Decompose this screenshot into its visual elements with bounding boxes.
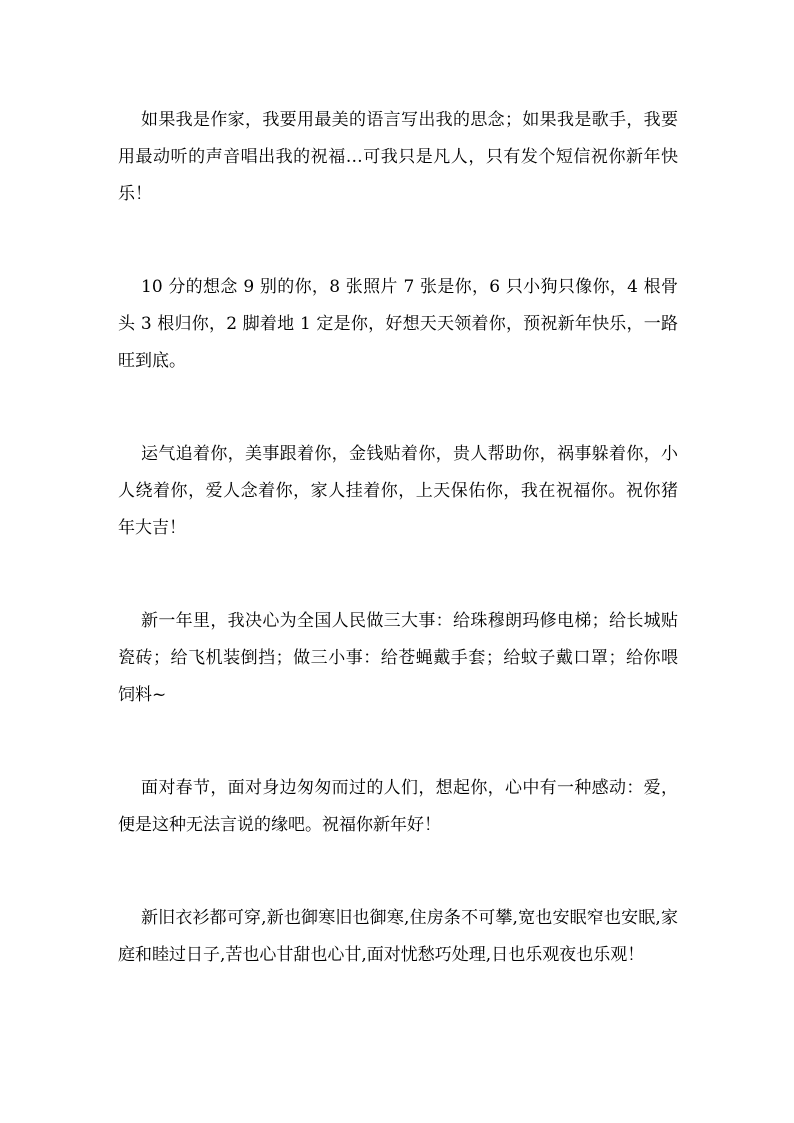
paragraph-1: 如果我是作家，我要用最美的语言写出我的思念；如果我是歌手，我要用最动听的声音唱出我的祝福…可我只是凡人，只有发个短信祝你新年快乐！ [118, 110, 678, 204]
paragraph-6: 新旧衣衫都可穿,新也御寒旧也御寒,住房条不可攀,宽也安眠窄也安眠,家庭和睦过日子,苦也心甘甜也心甘,面对忧愁巧处理,日也乐观夜也乐观！ [118, 908, 678, 965]
paragraph-3: 运气追着你，美事跟着你，金钱贴着你，贵人帮助你，祸事躲着你，小人绕着你，爱人念着你，家人挂着你，上天保佑你，我在祝福你。祝你猪年大吉！ [118, 444, 678, 538]
document-body [118, 102, 678, 1030]
paragraph-2: 10 分的想念 9 别的你，8 张照片 7 张是你，6 只小狗只像你，4 根骨头 3 根归你，2 脚着地 1 定是你，好想天天领着你，预祝新年快乐，一路旺到底。 [118, 277, 678, 371]
paragraph-5: 面对春节，面对身边匆匆而过的人们，想起你，心中有一种感动：爱，便是这种无法言说的缘吧。祝福你新年好！ [118, 778, 678, 835]
paragraph-4: 新一年里，我决心为全国人民做三大事：给珠穆朗玛修电梯；给长城贴瓷砖；给飞机装倒挡；做三小事：给苍蝇戴手套；给蚊子戴口罩；给你喂饲料~ [118, 611, 678, 705]
